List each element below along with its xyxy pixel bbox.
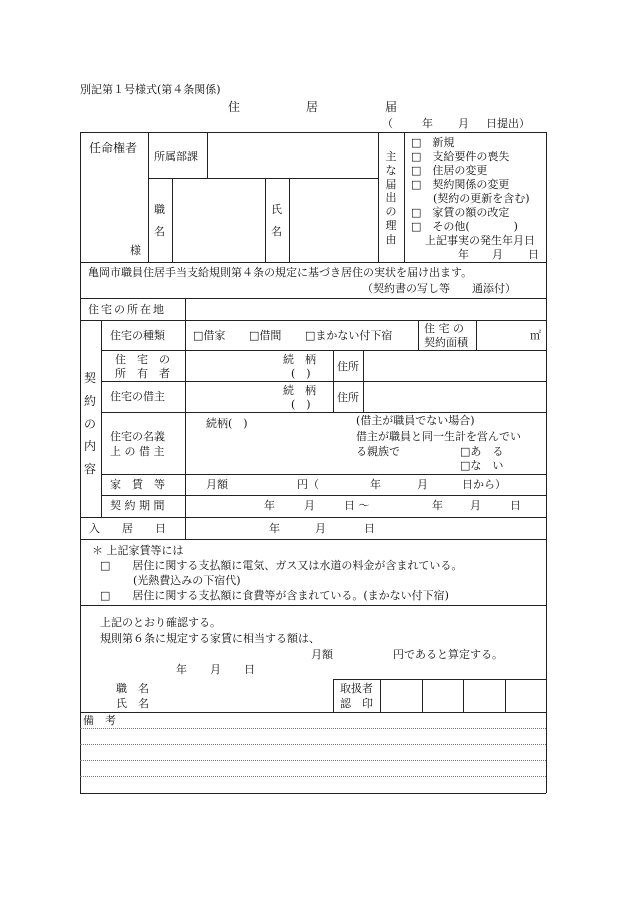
owner-label-2: 所 有 者: [115, 367, 170, 380]
confirm-calc: 円であると算定する。: [393, 648, 503, 661]
owner-relation-paren[interactable]: ( ): [291, 367, 311, 380]
confirm-month: 月: [210, 663, 221, 676]
movein-month: 月: [315, 522, 326, 535]
dept-field[interactable]: [211, 142, 371, 170]
position-label-1: 職: [154, 203, 165, 216]
reason-other[interactable]: □ その他( ): [411, 220, 518, 233]
house-type-rented-house[interactable]: □借家: [193, 329, 226, 342]
reason-change-contract[interactable]: □ 契約関係の変更: [411, 178, 510, 191]
confirm-year: 年: [176, 663, 187, 676]
utility-line-1[interactable]: □ 居住に関する支払額に電気、ガス又は水道の料金が含まれている。: [100, 559, 463, 572]
seal-box-2[interactable]: [425, 681, 461, 710]
attachment-note: （契約書の写し等 通添付）: [362, 282, 516, 295]
form-title-char-1: 住: [228, 100, 241, 114]
position-field[interactable]: [176, 184, 260, 256]
contract-area-label-1: 住 宅 の: [424, 322, 464, 335]
nominee-note-3: る親族で: [356, 445, 400, 458]
utility-line-3[interactable]: □ 居住に関する支払額に食費等が含まれている。(まかない付下宿): [100, 589, 449, 602]
remarks-field[interactable]: [84, 730, 542, 790]
lessee-address-label: 住所: [337, 391, 359, 404]
lessee-label: 住宅の借主: [110, 390, 165, 403]
handler-label-1: 取扱者: [340, 682, 373, 695]
reason-contract-note: (契約の更新を含む): [411, 192, 530, 205]
rent-month: 月: [417, 478, 428, 491]
utility-heading: ＊ 上記家賃等には: [92, 544, 184, 557]
utility-line-2: (光熱費込みの下宿代): [100, 574, 241, 587]
owner-label-1: 住 宅 の: [115, 353, 170, 366]
movein-day: 日: [364, 522, 375, 535]
occurrence-day: 日: [528, 248, 539, 261]
rent-yen: 円（: [297, 478, 319, 491]
period-start-year: 年: [264, 499, 275, 512]
submit-year: 年: [422, 117, 433, 130]
occurrence-date-label: 上記事実の発生年月日: [425, 234, 535, 247]
reason-new[interactable]: □ 新規: [411, 136, 455, 149]
nominee-label-1: 住宅の名義: [110, 430, 165, 443]
dept-label: 所属部課: [154, 150, 198, 163]
confirm-position-label: 職 名: [116, 682, 149, 695]
lessee-relation-label: 続 柄: [283, 384, 316, 397]
remarks-label: 備 考: [83, 714, 116, 727]
house-type-label: 住宅の種類: [110, 329, 165, 342]
submit-date-open: （: [382, 117, 393, 130]
confirm-monthly-label: 月額: [311, 648, 333, 661]
position-label-2: 名: [154, 225, 165, 238]
occurrence-month: 月: [492, 248, 503, 261]
confirm-name-label: 氏 名: [116, 697, 149, 710]
lessee-relation-paren[interactable]: ( ): [291, 398, 311, 411]
period-start-month: 月: [304, 499, 315, 512]
reason-label: 主 な 届 出 の 理 由: [385, 150, 397, 246]
location-field[interactable]: [190, 301, 540, 317]
reason-change-residence[interactable]: □ 住居の変更: [411, 164, 488, 177]
nominee-note-1: (借主が職員でない場合): [356, 414, 475, 427]
contract-side-label: 契 約 の 内 容: [83, 371, 96, 477]
form-number: 別記第１号様式(第４条関係): [80, 83, 221, 96]
rent-monthly-label: 月額: [206, 478, 228, 491]
rent-label: 家 賃 等: [110, 478, 165, 491]
nominee-no[interactable]: □な い: [460, 459, 504, 472]
nominee-relation[interactable]: 続柄( ): [206, 417, 248, 430]
form-title-char-2: 居: [306, 100, 319, 114]
period-end-year: 年: [432, 499, 443, 512]
appointer-label: 任命権者: [89, 141, 138, 155]
statement-text: 亀岡市職員住居手当支給規則第４条の規定に基づき居住の実状を届け出ます。: [88, 266, 473, 279]
area-unit: ㎡: [530, 329, 541, 342]
name-label-2: 名: [271, 225, 282, 238]
seal-box-3[interactable]: [466, 681, 503, 710]
period-label: 契 約 期 間: [110, 499, 165, 512]
owner-address-label: 住所: [337, 360, 359, 373]
handler-label-2: 認 印: [340, 697, 373, 710]
confirm-line-2: 規則第６条に規定する家賃に相当する額は、: [100, 632, 320, 645]
house-type-rented-room[interactable]: □借間: [249, 329, 282, 342]
confirm-day: 日: [244, 663, 255, 676]
name-field[interactable]: [293, 184, 373, 256]
contract-area-label-2: 契約面積: [424, 336, 468, 349]
reason-loss[interactable]: □ 支給要件の喪失: [411, 150, 510, 163]
form-title-char-3: 届: [385, 100, 398, 114]
movein-year: 年: [269, 522, 280, 535]
rent-year: 年: [370, 478, 381, 491]
submit-month: 月: [458, 117, 469, 130]
seal-box-1[interactable]: [383, 681, 420, 710]
location-label: 住宅の所在地: [88, 303, 166, 316]
period-start-day: 日 〜: [344, 499, 370, 512]
reason-rent-revision[interactable]: □ 家賃の額の改定: [411, 206, 510, 219]
nominee-note-2: 借主が職員と同一生計を営んでい: [356, 430, 521, 443]
name-label-1: 氏: [271, 203, 282, 216]
period-end-month: 月: [470, 499, 481, 512]
house-type-boarding[interactable]: □まかない付下宿: [305, 329, 393, 342]
period-end-day: 日: [510, 499, 521, 512]
seal-box-4[interactable]: [508, 681, 544, 710]
submit-day: 日提出）: [486, 117, 530, 130]
movein-label: 入 居 日: [89, 522, 166, 535]
occurrence-year: 年: [458, 248, 469, 261]
nominee-label-2: 上 の 借 主: [110, 445, 165, 458]
owner-relation-label: 続 柄: [283, 353, 316, 366]
confirm-line-1: 上記のとおり確認する。: [100, 616, 221, 629]
nominee-yes[interactable]: □あ る: [460, 445, 504, 458]
rent-from: 日から）: [462, 478, 506, 491]
appointer-suffix: 様: [130, 244, 141, 257]
